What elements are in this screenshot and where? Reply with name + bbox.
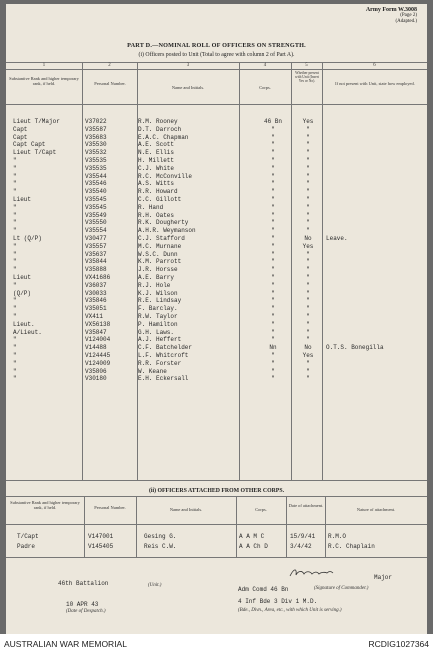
present-cell: " (306, 297, 310, 305)
present-cell: No (304, 235, 312, 242)
rank-cell: Lieut (13, 274, 32, 281)
corps-cell: Nn (269, 344, 277, 352)
table-row (6, 118, 427, 125)
table-row (6, 141, 427, 148)
personal-number-cell: V35888 (85, 266, 107, 274)
commander-value: Adm Comd 46 Bn (238, 586, 289, 593)
col-number-3: 3 (186, 63, 190, 68)
rank-cell: " (13, 211, 17, 219)
t2-header-date: Date of attachment. (288, 503, 324, 508)
t2-header-rank: Substantive Rank and higher temporary rank, if held. (10, 500, 80, 510)
corps-cell: " (271, 219, 275, 227)
corps-cell: " (271, 274, 275, 281)
rank-cell: " (13, 164, 17, 172)
name-cell: C.J. Stafford (138, 235, 185, 242)
name-cell: A.H.R. Weymanson (138, 227, 196, 235)
corps-cell: " (271, 367, 275, 375)
corps-cell: " (271, 352, 275, 359)
form-header (366, 7, 417, 25)
attachment-nature-cell: R.M.O (328, 533, 347, 540)
name-cell: J.R. Horsse (138, 266, 178, 274)
present-cell: " (306, 274, 310, 281)
employed-cell: Leave. (326, 235, 348, 242)
name-cell: G.H. Laws. (138, 328, 175, 336)
corps-cell: " (271, 180, 275, 188)
rank-cell: Lt (Q/P) (13, 235, 42, 242)
personal-number-cell: V124009 (85, 359, 111, 367)
name-cell: W. Keane (138, 367, 167, 375)
table-row (6, 126, 427, 133)
table-row (6, 329, 427, 336)
present-cell: " (306, 305, 310, 313)
corps-cell: " (271, 297, 275, 305)
personal-number-cell: V35637 (85, 250, 107, 258)
document-page (6, 4, 427, 634)
attachment-date-cell: 3/4/42 (290, 543, 312, 550)
table-row (6, 180, 427, 187)
present-cell: " (306, 196, 310, 203)
table-row (6, 266, 427, 273)
signature-label: (Signature of Commander.) (314, 586, 369, 591)
corps-cell: " (271, 250, 275, 258)
table-row (6, 305, 427, 312)
present-cell: No (304, 344, 312, 352)
table-row (6, 204, 427, 211)
personal-number-cell: V37022 (85, 118, 107, 125)
table-row (6, 134, 427, 141)
present-cell: " (306, 125, 310, 133)
header-employed: If not present with Unit, state how employed. (335, 81, 415, 86)
corps-cell: " (271, 227, 275, 235)
name-cell: R.E. Lindsay (138, 297, 182, 305)
table-row (6, 212, 427, 219)
unit-label: (Unit.) (148, 583, 162, 588)
personal-number-cell: V35540 (85, 188, 107, 196)
corps-cell: A A M C (239, 533, 265, 540)
name-cell: A.S. Witts (138, 180, 175, 188)
corps-cell: " (271, 336, 275, 344)
personal-number-cell: V35587 (85, 125, 107, 133)
present-cell: " (306, 367, 310, 375)
attachment-nature-cell: R.C. Chaplain (328, 543, 375, 550)
personal-number-cell: V30033 (85, 289, 107, 297)
personal-number-cell: V35545 (85, 203, 107, 211)
personal-number-cell: VX56138 (85, 320, 111, 328)
rank-cell: " (13, 180, 17, 188)
name-cell: C.C. Gillott (138, 196, 182, 203)
name-cell: N.E. Ellis (138, 149, 175, 157)
name-cell: R.W. Taylor (138, 313, 178, 320)
col-number-5: 5 (305, 63, 308, 68)
t2-header-corps: Corps. (255, 507, 267, 512)
part-d-title: PART D.—NOMINAL ROLL OF OFFICERS ON STRENGTH. (127, 42, 306, 49)
name-cell: Gesing G. (144, 533, 177, 540)
name-cell: E.A.C. Chapman (138, 133, 189, 141)
despatch-date-label: (Date of Despatch.) (66, 609, 106, 614)
personal-number-cell: V35683 (85, 133, 107, 141)
header-present: Whether present with Unit (Insert Yes or No). (295, 71, 319, 83)
brigade-label: (Bde., Divn., Area, etc., with which Unit is serving.) (238, 608, 342, 613)
rank-cell: " (13, 258, 17, 266)
present-cell: " (306, 157, 310, 164)
personal-number-cell: V30180 (85, 375, 107, 383)
personal-number-cell: V35535 (85, 164, 107, 172)
name-cell: C.F. Batchelder (138, 344, 193, 352)
corps-cell: A A Ch D (239, 543, 268, 550)
corps-cell: " (271, 266, 275, 274)
name-cell: P. Hamilton (138, 320, 178, 328)
corps-cell: 46 Bn (263, 118, 282, 125)
personal-number-cell: V35847 (85, 328, 107, 336)
col-number-2: 2 (108, 63, 111, 68)
present-cell: " (306, 141, 310, 149)
present-cell: " (306, 266, 310, 274)
archive-name: AUSTRALIAN WAR MEMORIAL (4, 639, 127, 649)
table1-header-rule (6, 104, 427, 105)
personal-number-cell: V35554 (85, 227, 107, 235)
present-cell: " (306, 133, 310, 141)
personal-number-cell: V35549 (85, 211, 107, 219)
rank-cell: " (13, 352, 17, 359)
form-adapted: (Adapted.) (395, 19, 417, 24)
rank-cell: Padre (17, 543, 36, 550)
table-row (6, 313, 427, 320)
table-row (6, 251, 427, 258)
name-cell: E.H. Eckersall (138, 375, 189, 383)
personal-number-cell: V35844 (85, 258, 107, 266)
table-row (6, 321, 427, 328)
name-cell: A.E. Barry (138, 274, 175, 281)
personal-number-cell: V35846 (85, 297, 107, 305)
corps-cell: " (271, 313, 275, 320)
present-cell: Yes (302, 352, 314, 359)
name-cell: A.E. Scott (138, 141, 175, 149)
table-row (6, 243, 427, 250)
rank-cell: " (13, 172, 17, 180)
corps-cell: " (271, 320, 275, 328)
archive-id: RCDIG1027364 (368, 639, 429, 649)
corps-cell: " (271, 359, 275, 367)
corps-cell: " (271, 328, 275, 336)
name-cell: D.T. Darroch (138, 125, 182, 133)
personal-number-cell: V124004 (85, 336, 111, 344)
table-row (6, 173, 427, 180)
present-cell: " (306, 227, 310, 235)
rank-cell: " (13, 281, 17, 289)
table1-bottom-rule (6, 480, 427, 481)
table-row (6, 274, 427, 281)
name-cell: W.S.C. Dunn (138, 250, 178, 258)
section-1-title: (i) Officers posted to Unit (Total to agree with column 2 of Part A). (138, 52, 295, 58)
corps-cell: " (271, 141, 275, 149)
table-row (6, 375, 427, 382)
present-cell: " (306, 211, 310, 219)
table2-header-rule (6, 524, 427, 525)
rank-cell: " (13, 313, 17, 320)
corps-cell: " (271, 203, 275, 211)
rank-cell: Capt Capt (13, 141, 46, 149)
table-row (6, 336, 427, 343)
personal-number-cell: V147001 (88, 533, 114, 540)
present-cell: " (306, 258, 310, 266)
name-cell: C.J. White (138, 164, 175, 172)
corps-cell: " (271, 125, 275, 133)
rank-cell: Lieut. (13, 320, 35, 328)
attachment-date-cell: 15/9/41 (290, 533, 316, 540)
table2-top-rule (6, 496, 427, 497)
table-row (6, 235, 427, 242)
col-number-1: 1 (42, 63, 46, 68)
corps-cell: " (271, 258, 275, 266)
present-cell: " (306, 328, 310, 336)
rank-cell: " (13, 203, 17, 211)
name-cell: R.C. McConville (138, 172, 193, 180)
personal-number-cell: V35544 (85, 172, 107, 180)
corps-cell: " (271, 305, 275, 313)
corps-cell: " (271, 149, 275, 157)
rank-cell: " (13, 375, 17, 383)
present-cell: Yes (302, 242, 314, 250)
rank-cell: " (13, 219, 17, 227)
name-cell: R.M. Rooney (138, 118, 178, 125)
name-cell: F. Barclay. (138, 305, 178, 313)
personal-number-cell: V35545 (85, 196, 107, 203)
corps-cell: " (271, 375, 275, 383)
table-row (6, 165, 427, 172)
present-cell: Yes (302, 118, 314, 125)
name-cell: R.H. Oates (138, 211, 175, 219)
name-cell: A.J. Heffert (138, 336, 182, 344)
personal-number-cell: VX411 (85, 313, 104, 320)
name-cell: K.J. Wilson (138, 289, 178, 297)
rank-cell: Lieut (13, 196, 32, 203)
personal-number-cell: V35532 (85, 149, 107, 157)
corps-cell: " (271, 242, 275, 250)
rank-cell: " (13, 188, 17, 196)
personal-number-cell: V145405 (88, 543, 114, 550)
form-page: (Page 2) (400, 13, 417, 18)
personal-number-cell: V36037 (85, 281, 107, 289)
personal-number-cell: V124445 (85, 352, 111, 359)
personal-number-cell: V30477 (85, 235, 107, 242)
personal-number-cell: V35806 (85, 367, 107, 375)
present-cell: " (306, 359, 310, 367)
present-cell: " (306, 188, 310, 196)
t2-header-nature: Nature of attachment. (356, 507, 396, 512)
rank-cell: " (13, 305, 17, 313)
unit-value: 46th Battalion (58, 580, 109, 587)
name-cell: R.J. Hole (138, 281, 171, 289)
corps-cell: " (271, 289, 275, 297)
corps-cell: " (271, 188, 275, 196)
header-corps: Corps. (259, 85, 271, 90)
table-row (6, 149, 427, 156)
present-cell: " (306, 320, 310, 328)
rank-cell: " (13, 359, 17, 367)
personal-number-cell: V14488 (85, 344, 107, 352)
brigade-value: 4 Inf Bde 3 Div 1 M.D. (238, 598, 318, 605)
corps-cell: " (271, 235, 275, 242)
name-cell: K.M. Parrott (138, 258, 182, 266)
header-rank: Substantive Rank and higher temporary rank, if held. (9, 76, 79, 86)
commander-rank: Major (374, 574, 393, 581)
present-cell: " (306, 180, 310, 188)
table-row (6, 368, 427, 375)
col-number-6: 6 (373, 63, 376, 68)
personal-number-cell: V35550 (85, 219, 107, 227)
corps-cell: " (271, 281, 275, 289)
rank-cell: A/Lieut. (13, 328, 42, 336)
table-row (6, 157, 427, 164)
rank-cell: " (13, 344, 17, 352)
present-cell: " (306, 164, 310, 172)
present-cell: " (306, 172, 310, 180)
section-2-title: (ii) OFFICERS ATTACHED FROM OTHER CORPS. (148, 488, 285, 494)
t2-header-name: Name and Initials. (169, 507, 203, 512)
present-cell: " (306, 250, 310, 258)
table-row (6, 258, 427, 265)
corps-cell: " (271, 211, 275, 219)
corps-cell: " (271, 133, 275, 141)
table-row (6, 219, 427, 226)
name-cell: R.K. Dougherty (138, 219, 189, 227)
t2-header-number: Personal Number. (94, 505, 126, 510)
header-name: Name and Initials. (171, 85, 205, 90)
present-cell: " (306, 219, 310, 227)
header-number: Personal Number. (94, 81, 126, 86)
table-row (6, 344, 427, 351)
table1-colnum-rule (6, 69, 427, 70)
corps-cell: " (271, 157, 275, 164)
personal-number-cell: V35557 (85, 242, 107, 250)
table-row (6, 297, 427, 304)
personal-number-cell: VX41686 (85, 274, 111, 281)
archive-caption-bar (0, 634, 433, 654)
table-row (6, 188, 427, 195)
rank-cell: " (13, 242, 17, 250)
table-row (6, 227, 427, 234)
personal-number-cell: V35535 (85, 157, 107, 164)
rank-cell: " (13, 157, 17, 164)
present-cell: " (306, 149, 310, 157)
corps-cell: " (271, 164, 275, 172)
rank-cell: " (13, 367, 17, 375)
table-row (6, 196, 427, 203)
handwritten-signature (288, 566, 334, 580)
rank-cell: " (13, 297, 17, 305)
present-cell: " (306, 375, 310, 383)
rank-cell: " (13, 250, 17, 258)
despatch-date-value: 10 APR 43 (66, 601, 99, 608)
table-row (6, 290, 427, 297)
personal-number-cell: V35530 (85, 141, 107, 149)
form-number: Army Form W.3008 (365, 7, 417, 13)
rank-cell: " (13, 266, 17, 274)
personal-number-cell: V35051 (85, 305, 107, 313)
name-cell: R. Hand (138, 203, 164, 211)
rank-cell: Capt (13, 133, 28, 141)
rank-cell: Lieut T/Major (13, 118, 60, 125)
employed-cell: O.T.S. Bonegilla (326, 344, 384, 352)
name-cell: L.F. Whitcroft (138, 352, 189, 359)
rank-cell: Capt (13, 125, 28, 133)
corps-cell: " (271, 196, 275, 203)
table2-bottom-rule (6, 557, 427, 558)
rank-cell: Lieut T/Capt (13, 149, 57, 157)
table-row (6, 543, 427, 552)
name-cell: R.R. Forster (138, 359, 182, 367)
col-number-4: 4 (263, 63, 267, 68)
table-row (6, 352, 427, 359)
name-cell: H. Millett (138, 157, 175, 164)
present-cell: " (306, 313, 310, 320)
rank-cell: " (13, 227, 17, 235)
present-cell: " (306, 281, 310, 289)
name-cell: Reis C.W. (144, 543, 177, 550)
present-cell: " (306, 203, 310, 211)
corps-cell: " (271, 172, 275, 180)
rank-cell: (Q/P) (13, 289, 32, 297)
personal-number-cell: V35546 (85, 180, 107, 188)
present-cell: " (306, 336, 310, 344)
name-cell: M.C. Murnane (138, 242, 182, 250)
rank-cell: T/Capt (17, 533, 39, 540)
table-row (6, 360, 427, 367)
rank-cell: " (13, 336, 17, 344)
name-cell: R.R. Howard (138, 188, 178, 196)
present-cell: " (306, 289, 310, 297)
table-row (6, 533, 427, 542)
table-row (6, 282, 427, 289)
